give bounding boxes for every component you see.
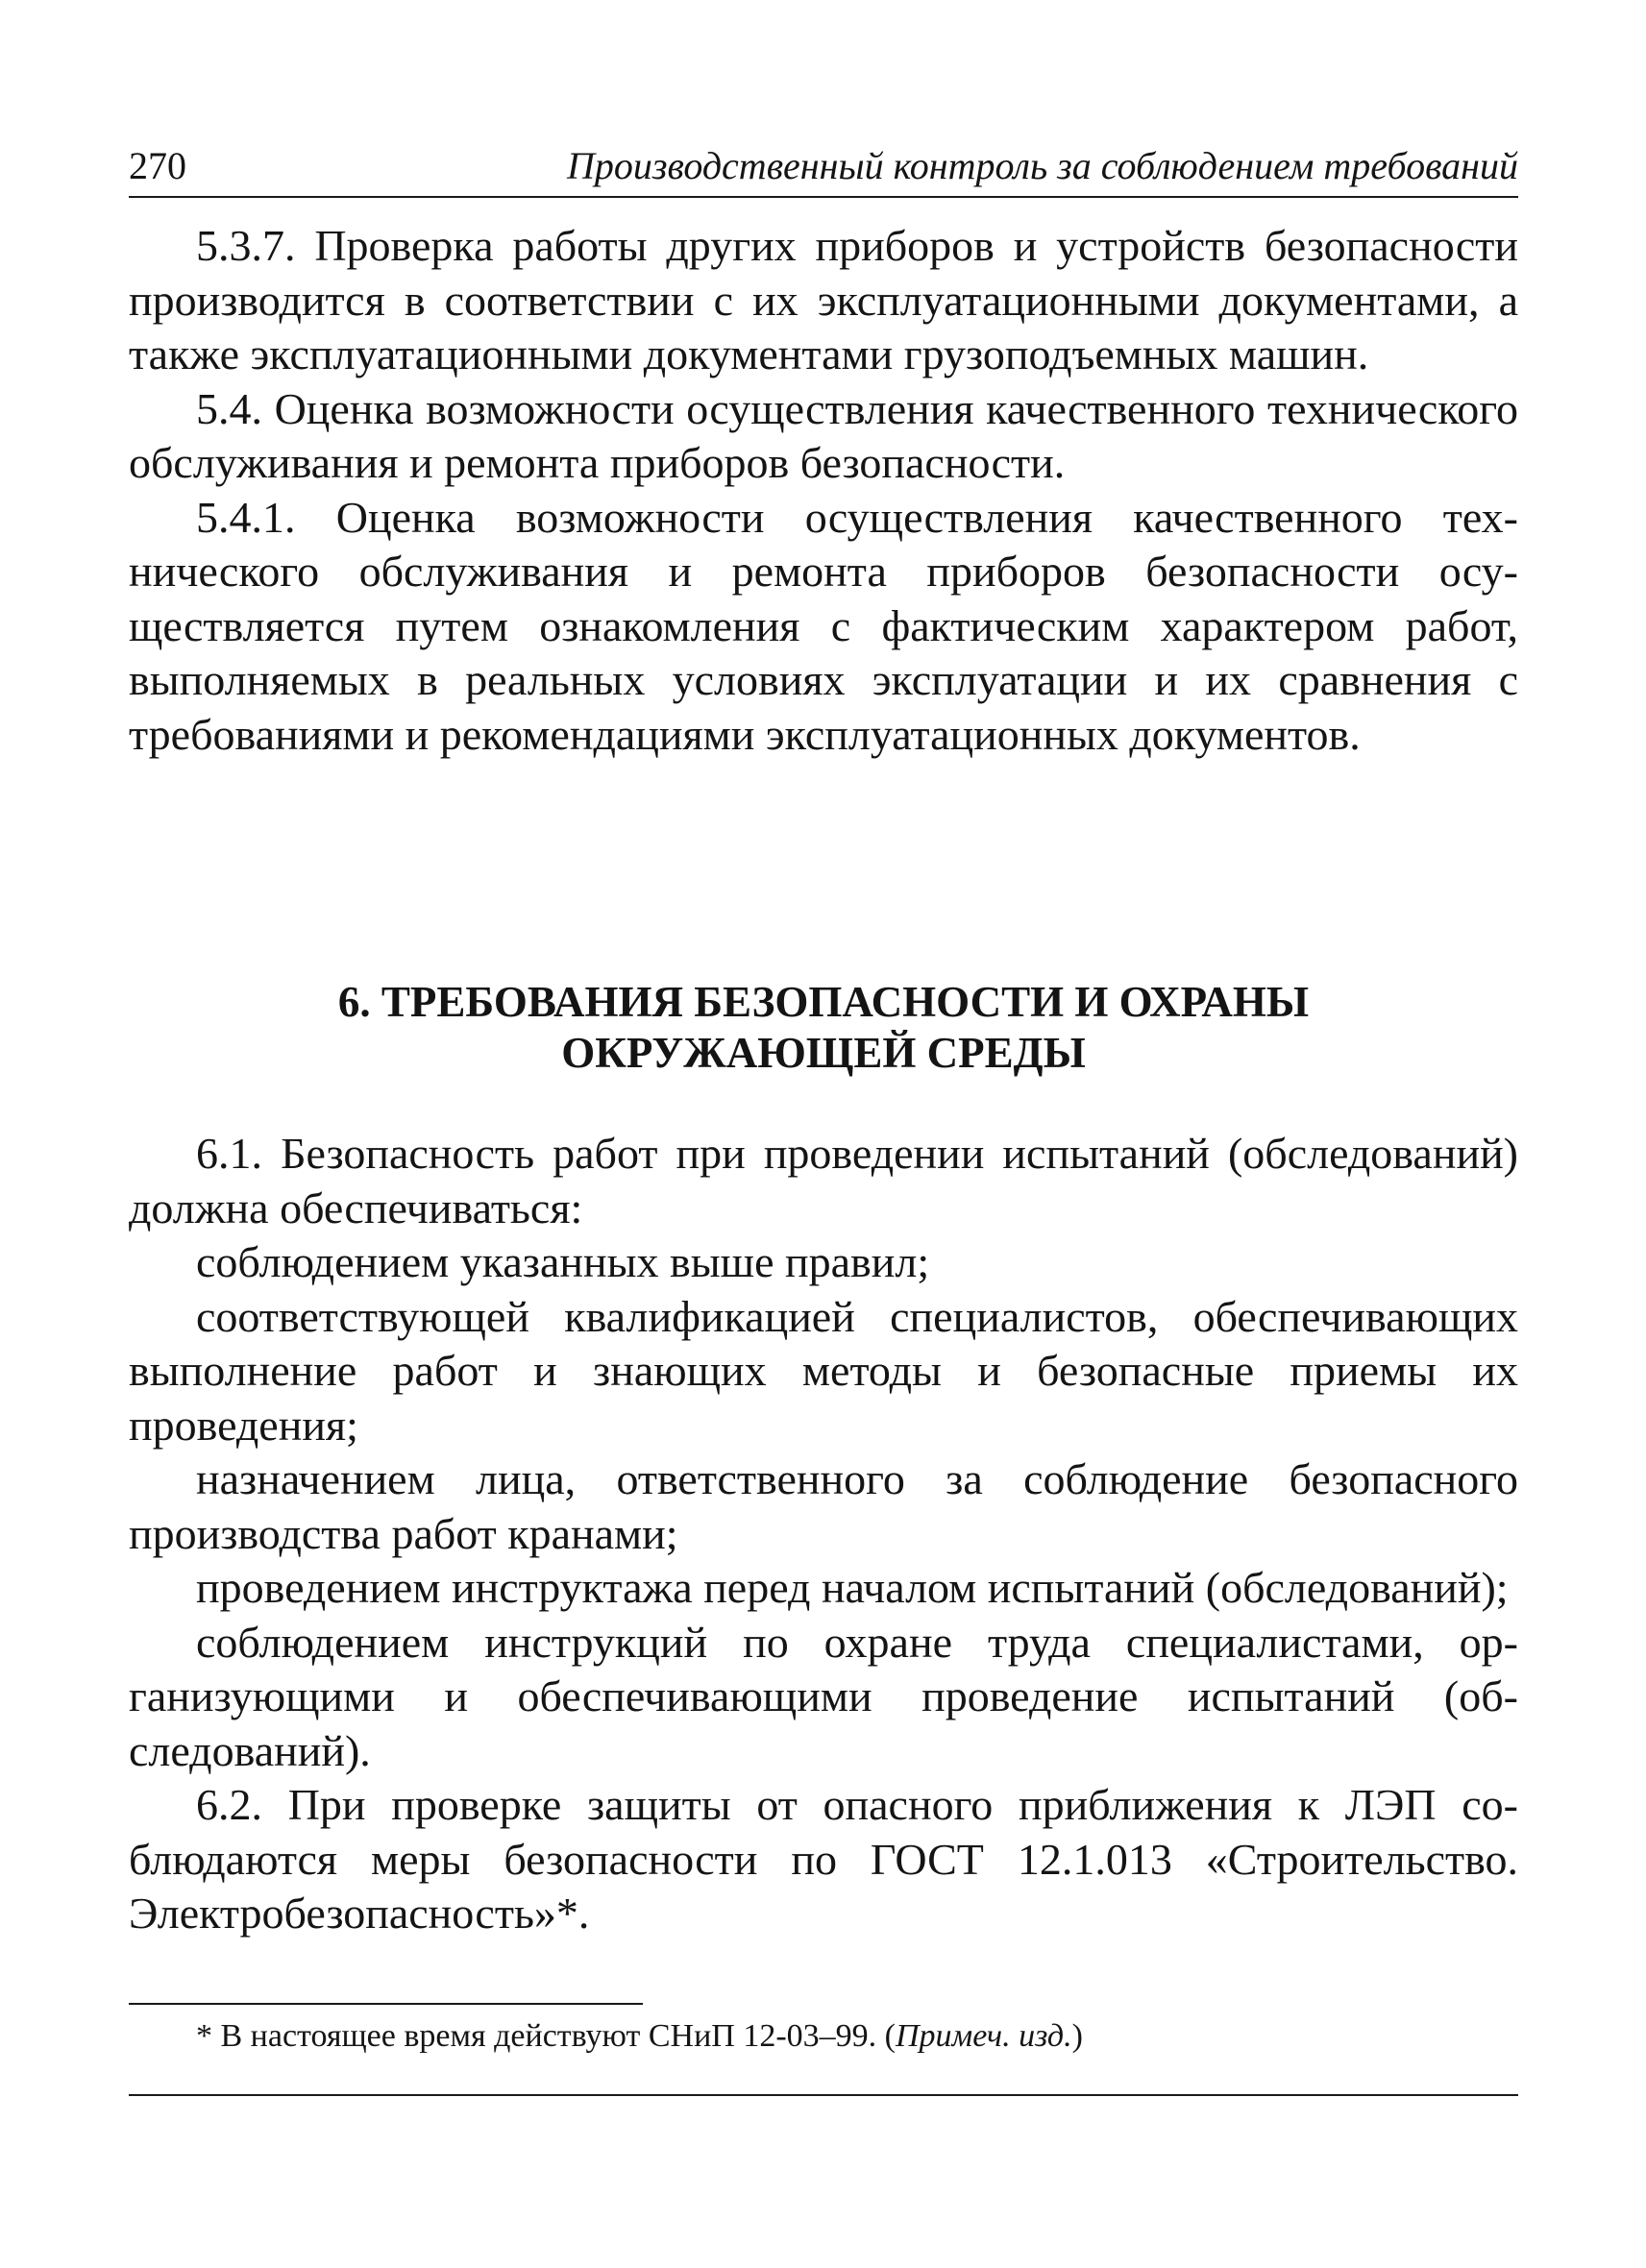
section-heading (129, 977, 1518, 1079)
page-number: 270 (129, 144, 186, 187)
list-item-instructions: соблюдением инструкций по охране труда специалистами, организующими и обеспечивающими проведение испытаний (обследований). (129, 1617, 1518, 1775)
paragraph-5-4: 5.4. Оценка возможности осуществления качественного технического обслуживания и ремонта приборов безопасности. (129, 383, 1518, 487)
running-title: Производственный контроль за соблюдением требований (567, 144, 1518, 187)
footnote-close: ) (1071, 2018, 1083, 2054)
paragraph-5-4-1: 5.4.1. Оценка возможности осуществления качественного технического обслуживания и ремонта приборов безопасности осуществляется путем ознакомления с фактическим характером работ, выполняемых в реальных условиях эксплуатации и их сравнения с требованиями и рекомендациями эксплуатационных документов. (129, 492, 1518, 759)
body-text-top (129, 219, 1518, 762)
bottom-divider (129, 2094, 1518, 2096)
footnote (196, 2015, 1083, 2058)
list-item-briefing: проведением инструктажа перед началом испытаний (обследований); (196, 1563, 1509, 1612)
section-heading-line-2: ОКРУЖАЮЩЕЙ СРЕДЫ (561, 1029, 1086, 1077)
list-item-responsible-person: назначением лица, ответственного за соблюдение безопасного производства работ кранами; (129, 1454, 1518, 1558)
list-item-qualification: соответствующей квалификацией специалистов, обеспечивающих выполнение работ и знающих методы и безопасные приемы их проведения; (129, 1291, 1518, 1450)
footnote-text: * В настоящее время действуют СНиП 12-03–99. ( (196, 2018, 896, 2054)
paragraph-6-1: 6.1. Безопасность работ при проведении испытаний (обследований) должна обеспечиваться: (129, 1129, 1518, 1232)
section-heading-line-1: 6. ТРЕБОВАНИЯ БЕЗОПАСНОСТИ И ОХРАНЫ (337, 978, 1310, 1026)
running-header (129, 142, 1518, 198)
paragraph-5-3-7: 5.3.7. Проверка работы других приборов и устройств безопасности производится в соответствии с их эксплуатационными документами, а также эксплуатационными документами грузоподъемных машин. (129, 221, 1518, 378)
footnote-note: Примеч. изд. (895, 2018, 1072, 2054)
paragraph-6-2: 6.2. При проверке защиты от опасного приближения к ЛЭП соблюдаются меры безопасности по ГОСТ 12.1.013 «Строительство. Электробезопасность»*. (129, 1780, 1518, 1938)
footnote-divider (129, 2003, 643, 2005)
body-text-bottom (129, 1127, 1518, 1941)
list-item-rules: соблюдением указанных выше правил; (196, 1237, 930, 1286)
